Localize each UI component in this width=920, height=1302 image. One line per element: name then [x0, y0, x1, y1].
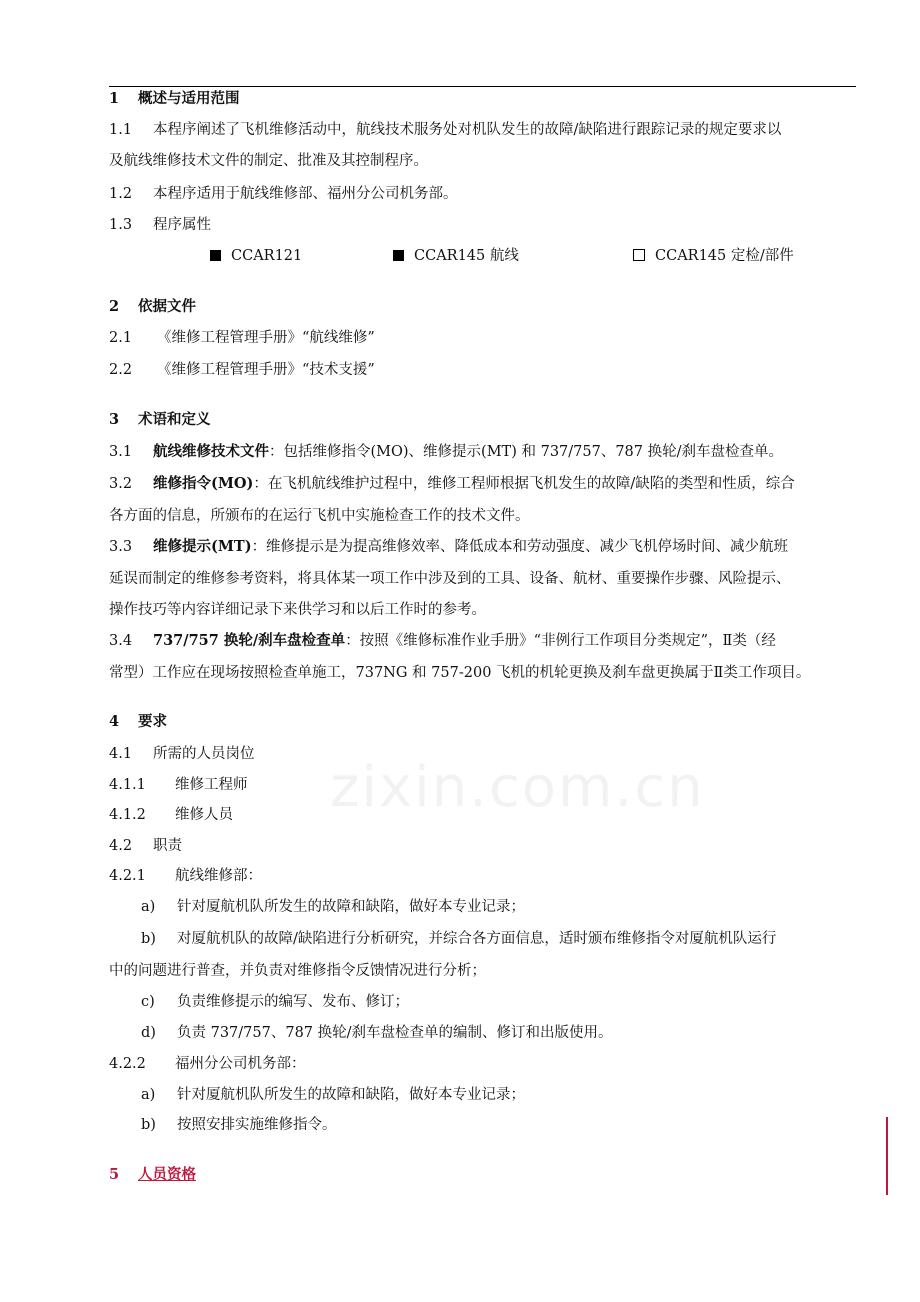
para-number: 2.1: [109, 330, 133, 346]
para-3-3-cont-2: 操作技巧等内容详细记录下来供学习和以后工作时的参考。: [109, 602, 486, 618]
para-text: ：按照《维修标准作业手册》“非例行工作项目分类规定”，Ⅱ类（经: [345, 633, 776, 649]
section-title: 依据文件: [138, 298, 196, 315]
para-number: 3.3: [109, 539, 133, 555]
para-1-2: [109, 184, 458, 204]
list-item-a: [141, 897, 525, 917]
para-1-1-cont: 及航线维修技术文件的制定、批准及其控制程序。: [109, 153, 428, 169]
section-3-heading: [109, 410, 211, 430]
list-text: 针对厦航机队所发生的故障和缺陷，做好本专业记录；: [177, 1087, 525, 1103]
para-text: ：在飞机航线维护过程中，维修工程师根据飞机发生的故障/缺陷的类型和性质，综合: [253, 476, 795, 492]
para-number: 1.3: [109, 217, 133, 233]
term: 维修指令(MO): [153, 475, 254, 492]
list-marker: b): [141, 1117, 156, 1133]
para-4-1-1: [109, 775, 248, 795]
checked-box-icon: [393, 250, 404, 261]
list-marker: d): [141, 1025, 156, 1041]
para-number: 1.2: [109, 186, 133, 202]
section-title: 概述与适用范围: [138, 90, 240, 107]
watermark: zixin.com.cn: [330, 755, 705, 820]
section-5-heading: [109, 1165, 196, 1185]
attr-ccar145-base: [633, 246, 794, 266]
para-number: 3.2: [109, 476, 133, 492]
para-4-2: [109, 836, 182, 856]
unchecked-box-icon: [633, 249, 645, 261]
term: 航线维修技术文件: [153, 443, 269, 460]
para-text: 福州分公司机务部：: [175, 1056, 306, 1072]
para-4-2-2: [109, 1054, 306, 1074]
term: 维修提示(MT): [153, 538, 252, 555]
list-marker: b): [141, 931, 156, 947]
attr-label: CCAR145 航线: [414, 248, 519, 264]
para-number: 3.4: [109, 633, 133, 649]
para-2-1: [109, 328, 375, 348]
para-number: 2.2: [109, 362, 133, 378]
list-marker: a): [141, 899, 156, 915]
para-text: 所需的人员岗位: [153, 746, 255, 762]
section-number: 5: [109, 1166, 120, 1183]
attr-ccar145-line: [393, 246, 519, 266]
revision-bar: [886, 1117, 888, 1195]
para-3-1: [109, 442, 783, 462]
list-marker: c): [141, 994, 155, 1010]
section-title: 人员资格: [138, 1166, 196, 1183]
para-text: 维修工程师: [175, 777, 248, 793]
para-4-2-1: [109, 866, 262, 886]
section-number: 1: [109, 90, 120, 107]
list-marker: a): [141, 1087, 156, 1103]
para-number: 4.2.1: [109, 868, 146, 884]
para-3-3: [109, 537, 788, 557]
para-1-3: [109, 215, 211, 235]
section-number: 4: [109, 713, 120, 730]
list-item-d: [141, 1023, 613, 1043]
para-text: 《维修工程管理手册》“技术支援”: [157, 362, 375, 378]
para-number: 4.2.2: [109, 1056, 146, 1072]
para-number: 4.2: [109, 838, 133, 854]
section-1-heading: [109, 89, 240, 109]
para-text: 职责: [153, 838, 182, 854]
para-2-2: [109, 360, 375, 380]
para-3-2-cont: 各方面的信息，所颁布的在运行飞机中实施检查工作的技术文件。: [109, 508, 530, 524]
para-text: ：维修提示是为提高维修效率、降低成本和劳动强度、减少飞机停场时间、减少航班: [251, 539, 789, 555]
para-3-2: [109, 474, 795, 494]
list-text: 负责 737/757、787 换轮/刹车盘检查单的编制、修订和出版使用。: [177, 1025, 613, 1041]
list-item-c: [141, 992, 409, 1012]
list-item-b-cont: 中的问题进行普查，并负责对维修指令反馈情况进行分析；: [109, 963, 486, 979]
attr-label: CCAR121: [231, 248, 303, 264]
section-title: 要求: [138, 713, 167, 730]
para-text: 航线维修部：: [175, 868, 262, 884]
para-text: 本程序适用于航线维修部、福州分公司机务部。: [153, 186, 458, 202]
list-text: 按照安排实施维修指令。: [177, 1117, 337, 1133]
para-number: 4.1: [109, 746, 133, 762]
section-2-heading: [109, 297, 196, 317]
para-4-1-2: [109, 805, 233, 825]
list-text: 对厦航机队的故障/缺陷进行分析研究，并综合各方面信息，适时颁布维修指令对厦航机队运行: [177, 931, 777, 947]
para-number: 4.1.2: [109, 807, 146, 823]
list-text: 针对厦航机队所发生的故障和缺陷，做好本专业记录；: [177, 899, 525, 915]
para-3-4: [109, 631, 776, 651]
section-4-heading: [109, 712, 167, 732]
para-text: 维修人员: [175, 807, 233, 823]
para-number: 4.1.1: [109, 777, 146, 793]
para-text: ：包括维修指令(MO)、维修提示(MT) 和 737/757、787 换轮/刹车盘检查单。: [269, 444, 784, 460]
section-number: 3: [109, 411, 120, 428]
list-text: 负责维修提示的编写、发布、修订；: [177, 994, 409, 1010]
para-text: 本程序阐述了飞机维修活动中，航线技术服务处对机队发生的故障/缺陷进行跟踪记录的规定要求以: [153, 122, 782, 138]
para-text: 程序属性: [153, 217, 211, 233]
para-3-4-cont: 常型）工作应在现场按照检查单施工，737NG 和 757-200 飞机的机轮更换及刹车盘更换属于Ⅱ类工作项目。: [109, 665, 811, 681]
para-number: 1.1: [109, 122, 133, 138]
section-title: 术语和定义: [138, 411, 211, 428]
list-item-b: [141, 929, 776, 949]
para-number: 3.1: [109, 444, 133, 460]
attr-label: CCAR145 定检/部件: [655, 248, 794, 264]
checked-box-icon: [210, 250, 221, 261]
para-1-1: [109, 120, 781, 140]
attr-ccar121: [210, 246, 302, 266]
para-3-3-cont-1: 延误而制定的维修参考资料，将具体某一项工作中涉及到的工具、设备、航材、重要操作步骤、风险提示、: [109, 571, 791, 587]
para-text: 《维修工程管理手册》“航线维修”: [157, 330, 375, 346]
header-rule: [109, 86, 856, 87]
para-4-1: [109, 744, 255, 764]
section-number: 2: [109, 298, 120, 315]
term: 737/757 换轮/刹车盘检查单: [153, 632, 346, 649]
list-item-a: [141, 1085, 525, 1105]
list-item-b: [141, 1115, 337, 1135]
